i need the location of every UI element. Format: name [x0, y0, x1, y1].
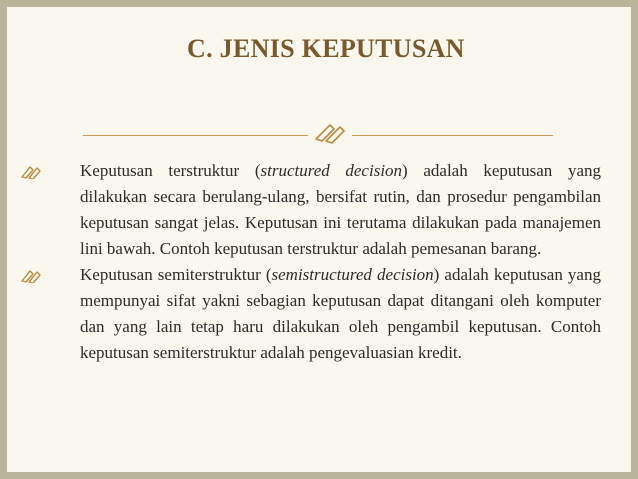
double-arrow-bullet-icon: [21, 267, 43, 283]
bullet-italic-term: semistructured decision: [271, 265, 434, 284]
bullet-list: [21, 158, 601, 366]
bullet-text-part: Keputusan terstruktur (: [80, 161, 261, 180]
bullet-text-part: Keputusan semiterstruktur (: [80, 265, 272, 284]
bullet-text: [80, 262, 601, 366]
double-arrow-bullet-icon: [21, 163, 43, 179]
bullet-item: [21, 262, 601, 366]
slide-title: C. JENIS KEPUTUSAN: [187, 34, 465, 63]
slide: [7, 7, 631, 472]
bullet-italic-term: structured decision: [260, 161, 403, 180]
title-divider-left: [83, 135, 308, 136]
bullet-text-part: ) adalah keputusan yang dilakukan secara berulang-ulang, bersifat rutin, dan prosedur pengambilan keputusan sangat jelas. Keputusan ini terutama dilakukan pada manajemen lini bawah. Contoh keputusan terstruktur adalah pemesanan barang.: [80, 161, 601, 258]
bullet-item: [21, 158, 601, 262]
ornament-icon: [312, 119, 348, 145]
title-divider-right: [352, 135, 553, 136]
bullet-text-part: ) adalah keputusan yang mempunyai sifat yakni sebagian keputusan dapat ditangani oleh komputer dan yang lain tetap haru dilakukan oleh pengambil keputusan. Contoh keputusan semiterstruktur adalah pengevaluasian kredit.: [80, 265, 601, 362]
bullet-text: [80, 158, 601, 262]
